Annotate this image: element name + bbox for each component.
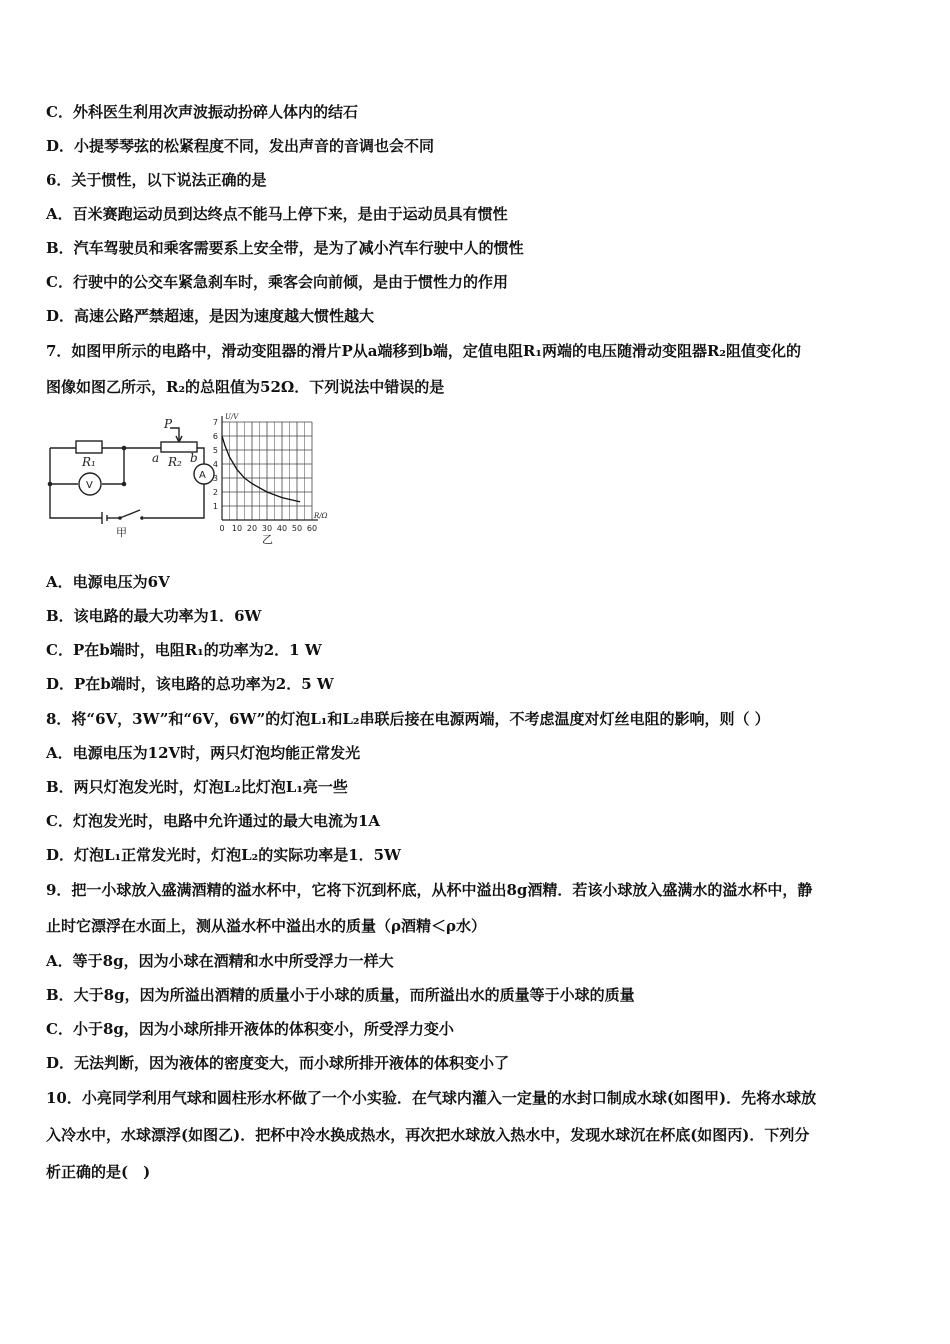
circuit-caption: 甲 xyxy=(116,526,127,539)
x-tick-label: 30 xyxy=(261,524,273,533)
switch-contact xyxy=(140,516,144,520)
question-10-stem-line2: 入冷水中，水球漂浮(如图乙)．把杯中冷水换成热水，再次把水球放入热水中，发现水球沉在杯底(如图丙)．下列分 xyxy=(46,1126,810,1144)
question-6-stem: 6．关于惯性，以下说法正确的是 xyxy=(46,171,267,189)
x-tick-label: 0 xyxy=(219,524,225,533)
option-6d: D．高速公路严禁超速，是因为速度越大惯性越大 xyxy=(46,307,375,325)
label-r1: R₁ xyxy=(82,455,96,469)
x-tick-label: 50 xyxy=(291,524,303,533)
y-tick-label: 4 xyxy=(212,460,218,469)
y-tick-label: 1 xyxy=(212,502,218,511)
label-b: b xyxy=(190,451,198,465)
option-9a: A．等于8g，因为小球在酒精和水中所受浮力一样大 xyxy=(46,952,394,970)
question-7-stem-line1: 7．如图甲所示的电路中，滑动变阻器的滑片P从a端移到b端，定值电阻R₁两端的电压随滑动变阻器R₂阻值变化的 xyxy=(46,342,801,360)
option-8d: D．灯泡L₁正常发光时，灯泡L₂的实际功率是1．5W xyxy=(46,846,401,864)
switch-lever xyxy=(120,510,140,518)
option-9c: C．小于8g，因为小球所排开液体的体积变小，所受浮力变小 xyxy=(46,1020,454,1038)
question-7-figure xyxy=(44,408,344,548)
option-5d: D．小提琴琴弦的松紧程度不同，发出声音的音调也会不同 xyxy=(46,137,435,155)
label-p: P xyxy=(164,417,173,431)
question-7-stem-line2: 图像如图乙所示，R₂的总阻值为52Ω．下列说法中错误的是 xyxy=(46,378,445,396)
question-10-stem-line1: 10．小亮同学利用气球和圆柱形水杯做了一个小实验．在气球内灌入一定量的水封口制成水球(如图甲)．先将水球放 xyxy=(46,1089,817,1107)
switch-pivot xyxy=(118,516,122,520)
y-tick-label: 7 xyxy=(212,418,218,427)
circuit-wire-bottom-right xyxy=(144,484,204,518)
option-8a: A．电源电压为12V时，两只灯泡均能正常发光 xyxy=(46,744,361,762)
question-9-stem-line2: 止时它漂浮在水面上，测从溢水杯中溢出水的质量（ρ酒精＜ρ水） xyxy=(46,917,486,935)
x-tick-label: 10 xyxy=(231,524,243,533)
y-tick-label: 3 xyxy=(212,474,218,483)
option-6a: A．百米赛跑运动员到达终点不能马上停下来，是由于运动员具有惯性 xyxy=(46,205,508,223)
voltage-resistance-graph xyxy=(213,413,328,533)
x-tick-label: 40 xyxy=(276,524,288,533)
x-tick-label: 60 xyxy=(306,524,318,533)
option-8c: C．灯泡发光时，电路中允许通过的最大电流为1A xyxy=(46,812,381,830)
junction-dot-right xyxy=(122,482,127,487)
label-r2: R₂ xyxy=(168,455,182,469)
question-10-stem-line3: 析正确的是( ) xyxy=(46,1163,151,1181)
option-6b: B．汽车驾驶员和乘客需要系上安全带，是为了减小汽车行驶中人的惯性 xyxy=(46,239,524,257)
circuit-wire-r2-right xyxy=(197,448,204,464)
x-axis-label: R/Ω xyxy=(314,512,328,520)
label-a: a xyxy=(152,451,160,465)
y-tick-label: 5 xyxy=(212,446,218,455)
ammeter-label: A xyxy=(199,470,206,481)
circuit-diagram xyxy=(50,428,214,524)
y-tick-label: 6 xyxy=(212,432,218,441)
graph-caption: 乙 xyxy=(262,533,273,546)
question-8-stem: 8．将“6V，3W”和“6V，6W”的灯泡L₁和L₂串联后接在电源两端，不考虑温度对灯丝电阻的影响，则（ ） xyxy=(46,710,770,728)
junction-dot-top xyxy=(122,446,127,451)
option-7a: A．电源电压为6V xyxy=(46,573,170,591)
junction-dot-left xyxy=(48,482,53,487)
option-5c: C．外科医生利用次声波振动扮碎人体内的结石 xyxy=(46,103,358,121)
option-6c: C．行驶中的公交车紧急刹车时，乘客会向前倾，是由于惯性力的作用 xyxy=(46,273,508,291)
option-8b: B．两只灯泡发光时，灯泡L₂比灯泡L₁亮一些 xyxy=(46,778,348,796)
question-9-stem-line1: 9．把一小球放入盛满酒精的溢水杯中，它将下沉到杯底，从杯中溢出8g酒精．若该小球放入盛满水的溢水杯中，静 xyxy=(46,881,813,899)
option-9d: D．无法判断，因为液体的密度变大，而小球所排开液体的体积变小了 xyxy=(46,1054,510,1072)
option-7b: B．该电路的最大功率为1．6W xyxy=(46,607,262,625)
battery-plates xyxy=(102,512,107,524)
option-9b: B．大于8g，因为所溢出酒精的质量小于小球的质量，而所溢出水的质量等于小球的质量 xyxy=(46,986,635,1004)
x-tick-label: 20 xyxy=(246,524,258,533)
y-tick-label: 2 xyxy=(212,488,218,497)
option-7c: C．P在b端时，电阻R₁的功率为2．1 W xyxy=(46,641,322,659)
y-axis-label: U/V xyxy=(225,413,239,421)
option-7d: D．P在b端时，该电路的总功率为2．5 W xyxy=(46,675,334,693)
voltmeter-label: V xyxy=(86,480,93,491)
resistor-r1 xyxy=(76,441,102,453)
